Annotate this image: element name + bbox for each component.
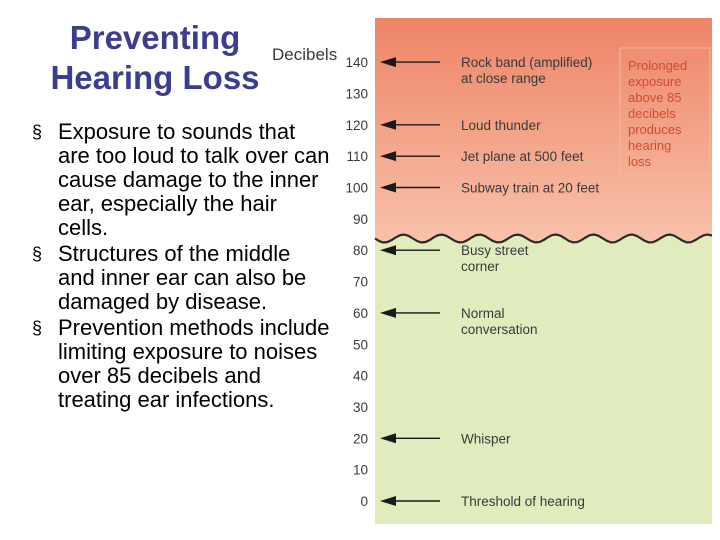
tick-label: 70 [352, 274, 368, 290]
level-label: Jet plane at 500 feet [461, 149, 584, 165]
bullet-marker: § [32, 244, 43, 264]
slide-title-line-2: Hearing Loss [50, 59, 260, 96]
tick-label: 140 [345, 55, 368, 71]
tick-label: 100 [345, 180, 368, 196]
bullet-marker: § [32, 318, 43, 338]
tick-label: 90 [352, 211, 368, 227]
tick-label: 0 [360, 494, 368, 509]
level-label: conversation [461, 321, 538, 337]
warning-text: loss [628, 154, 652, 169]
level-label: Whisper [461, 431, 511, 447]
warning-text: decibels [628, 106, 676, 121]
tick-label: 130 [345, 86, 368, 102]
warning-text: exposure [628, 74, 682, 89]
tick-label: 60 [352, 305, 368, 321]
tick-label: 80 [352, 243, 368, 259]
warning-text: Prolonged [628, 58, 688, 73]
tick-label: 120 [345, 117, 368, 133]
tick-label: 20 [352, 431, 368, 447]
level-label: Loud thunder [461, 117, 541, 133]
level-label: Threshold of hearing [461, 494, 585, 509]
bullet-text: Prevention methods include limiting exposure to noises over 85 decibels and treating ear infections. [58, 315, 330, 412]
tick-label: 30 [352, 399, 368, 415]
scale-title: Decibels [272, 45, 338, 64]
warning-text: above 85 [628, 90, 682, 105]
level-label: Rock band (amplified) [461, 55, 593, 71]
level-label: corner [461, 259, 500, 275]
tick-label: 10 [352, 462, 368, 478]
warning-text: produces [628, 122, 682, 137]
warning-text: hearing [628, 138, 672, 153]
level-label: Busy street [461, 243, 529, 259]
bullet-text: Structures of the middle and inner ear can also be damaged by disease. [58, 241, 307, 314]
tick-label: 50 [352, 337, 368, 353]
bullet-text: Exposure to sounds that are too loud to talk over can cause damage to the inner ear, especially the hair cells. [58, 119, 330, 240]
slide-title-line-1: Preventing [69, 19, 241, 56]
level-label: Normal [461, 305, 505, 321]
bullet-marker: § [32, 122, 43, 142]
level-label: Subway train at 20 feet [461, 180, 600, 196]
level-label: at close range [461, 71, 546, 87]
tick-label: 110 [346, 149, 368, 165]
tick-label: 40 [352, 368, 368, 384]
